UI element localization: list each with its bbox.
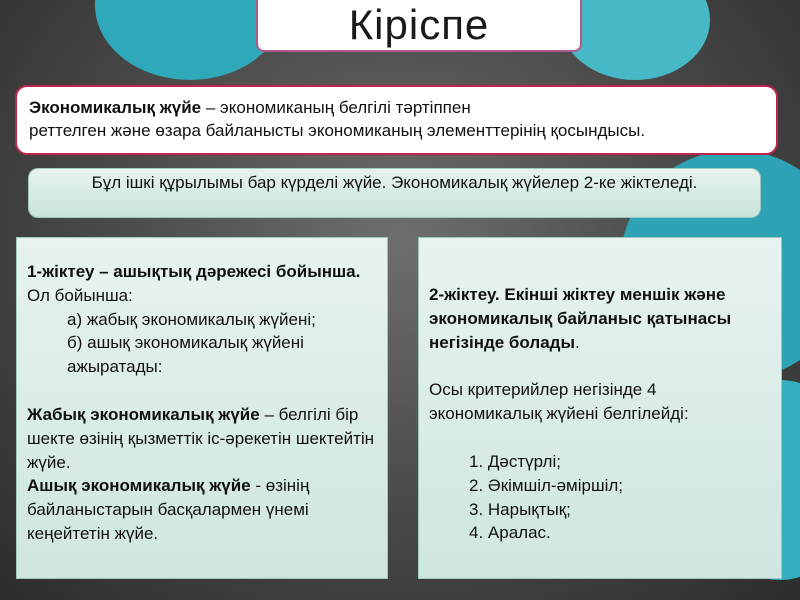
slide-title: Кіріспе [348, 1, 490, 48]
decor-circle [560, 0, 710, 80]
left-intro: Ол бойынша: [27, 285, 133, 305]
definition-box [15, 85, 778, 155]
subtitle-box [28, 168, 761, 218]
definition-text-line2: реттелген және өзара байланысты экономиканың элементтерінің қосындысы. [29, 120, 646, 140]
definition-text: – экономиканың белгілі тәртіппен [201, 98, 471, 117]
subtitle-text: Бұл ішкі құрылымы бар күрделі жүйе. Экономикалық жүйелер 2-ке жіктеледі. [91, 173, 698, 192]
definition-term: Экономикалық жүйе [29, 98, 202, 117]
list-item: 4. Аралас. [469, 523, 551, 543]
closed-system-term: Жабық экономикалық жүйе [27, 404, 260, 424]
closed-system-text: – белгілі бір шекте өзінің қызметтік іс-әрекетін шектейтін жүйе. [27, 404, 375, 472]
right-intro: Осы критерийлер негізінде 4 экономикалық жүйені белгілейді: [429, 380, 689, 424]
left-panel [16, 237, 388, 579]
list-item-a: а) жабық экономикалық жүйені; [67, 309, 316, 329]
right-heading: 2-жіктеу. Екінші жіктеу меншік және экономикалық байланыс қатынасы негізінде болады [429, 285, 732, 352]
list-item: 3. Нарықтық; [469, 499, 571, 519]
list-item-b: б) ашық экономикалық жүйені ажыратады: [67, 333, 304, 377]
left-heading: 1-жіктеу – ашықтық дәрежесі бойынша. [27, 262, 361, 281]
right-heading-end: . [574, 332, 580, 352]
list-item: 1. Дәстүрлі; [469, 451, 561, 471]
right-heading-block [429, 283, 771, 354]
slide-title-box [256, 0, 582, 52]
open-system-definition [27, 474, 377, 545]
closed-system-definition [27, 403, 377, 474]
open-system-text: - өзінің байланыстарын басқалармен үнемі кеңейтетін жүйе. [27, 476, 310, 543]
right-panel [418, 237, 782, 579]
open-system-term: Ашық экономикалық жүйе [27, 476, 251, 496]
list-item: 2. Әкімшіл-әміршіл; [469, 475, 624, 495]
